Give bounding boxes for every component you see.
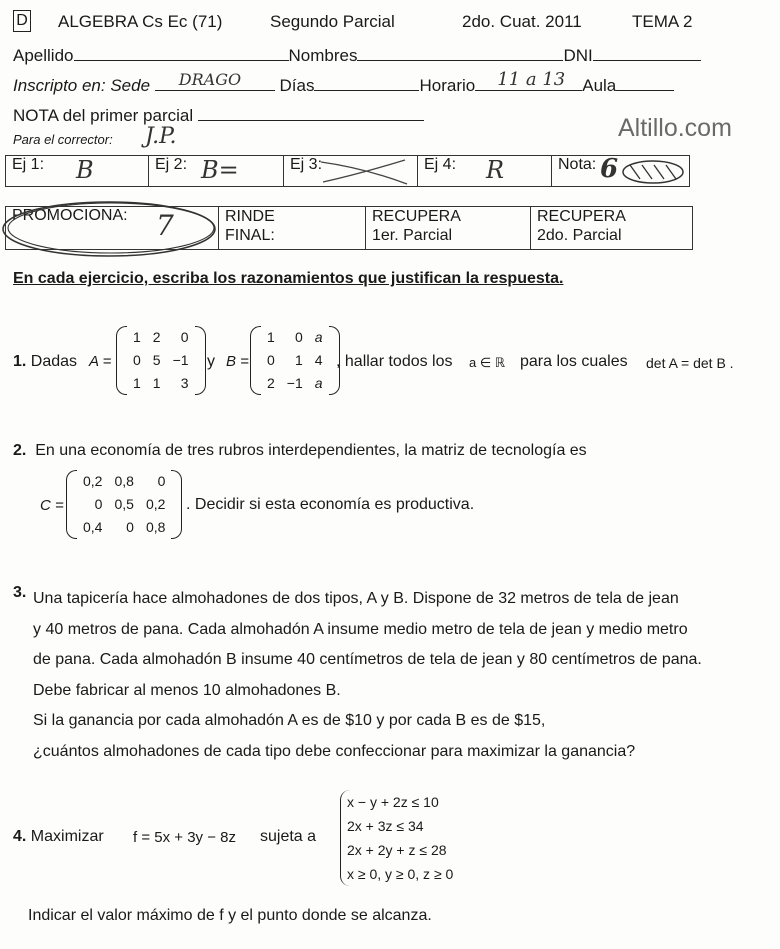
matrix-b-entry: 4 <box>314 352 323 368</box>
ex1-A-label: A = <box>89 353 112 370</box>
matrix-c-row <box>77 493 171 516</box>
ej4-grade: R <box>486 156 505 184</box>
nombres-field[interactable] <box>357 44 563 61</box>
dias-label: Días <box>279 76 315 95</box>
matrix-b-entry: 0 <box>294 329 303 345</box>
ex2-text-a: En una economía de tres rubros interdependientes, la matriz de tecnología es <box>35 442 587 459</box>
promociona-circle <box>0 197 220 261</box>
sede-field[interactable] <box>155 70 275 91</box>
ej3-cell <box>284 156 418 187</box>
matrix-a-row <box>127 349 195 372</box>
ex1-text-a: Dadas <box>30 353 78 370</box>
ex1-text-c: para los cuales <box>520 353 628 370</box>
matrix-A <box>116 326 206 395</box>
ex4-text-b: sujeta a <box>260 828 317 845</box>
ej1-cell <box>6 156 149 187</box>
ex1-set: a ∈ ℝ <box>469 355 506 370</box>
matrix-a-entry: 3 <box>180 375 189 391</box>
rinde-final-cell <box>219 207 366 250</box>
ex3-line: Si la ganancia por cada almohadón A es de $10 y por cada B es de $15, <box>33 712 546 729</box>
ex1-y: y <box>207 353 215 370</box>
exam-term: 2do. Cuat. 2011 <box>462 12 582 31</box>
ex4-closing: Indicar el valor máximo de f y el punto donde se alcanza. <box>28 907 432 924</box>
matrix-b-entry: 2 <box>267 375 275 391</box>
recupera1-label: RECUPERA <box>372 208 461 225</box>
ex1-B-label: B = <box>226 353 249 370</box>
matrix-a-entry: −1 <box>172 352 189 368</box>
matrix-c-entry: 0,8 <box>145 519 166 535</box>
nombres-label: Nombres <box>288 46 358 65</box>
constraint: 2x + 2y + z ≤ 28 <box>347 842 447 858</box>
ex3-line: de pana. Cada almohadón B insume 40 centímetros de tela de jean y 80 centímetros de pana. <box>33 651 702 668</box>
matrix-c-entry: 0 <box>94 496 103 512</box>
matrix-b-row <box>261 326 329 349</box>
ej4-cell <box>418 156 552 187</box>
ex2-C-label: C = <box>40 497 64 514</box>
exam-name: Segundo Parcial <box>270 12 395 31</box>
matrix-c-row <box>77 516 171 539</box>
ex3-line: ¿cuántos almohadones de cada tipo debe confeccionar para maximizar la ganancia? <box>33 742 636 760</box>
constraint: x ≥ 0, y ≥ 0, z ≥ 0 <box>347 866 454 882</box>
ex2-text-b: . Decidir si esta economía es productiva. <box>186 496 475 513</box>
matrix-c-entry: 0 <box>157 473 166 489</box>
matrix-a-entry: 1 <box>133 375 141 391</box>
sede-value: DRAGO <box>178 70 242 89</box>
matrix-a-entry: 1 <box>133 329 141 345</box>
horario-value: 11 a 13 <box>497 69 566 90</box>
matrix-c-entry: 0,4 <box>83 519 103 535</box>
promociona-label: PROMOCIONA: <box>12 207 128 224</box>
ex4-number: 4. <box>13 828 27 845</box>
ej3-label: Ej 3: <box>290 156 323 173</box>
ex1-text-b: , hallar todos los <box>336 353 453 370</box>
ex4-constraint-system <box>340 790 453 886</box>
recupera2-label: RECUPERA <box>537 208 626 225</box>
nota-cell <box>552 156 690 187</box>
matrix-C <box>66 470 182 539</box>
inscripto-label: Inscripto en: <box>13 76 106 95</box>
nota-primer-field[interactable] <box>198 104 424 121</box>
ex1-condition: det A = det B . <box>646 355 734 371</box>
ej1-label: Ej 1: <box>12 156 45 173</box>
status-table <box>5 206 693 250</box>
dni-label: DNI <box>563 46 593 65</box>
matrix-c-entry: 0,2 <box>145 496 166 512</box>
matrix-b-entry: a <box>314 329 323 345</box>
ej3-cross-mark <box>319 158 409 186</box>
matrix-a-entry: 5 <box>152 352 161 368</box>
corrector-signature: J.P. <box>145 124 177 149</box>
matrix-a-entry: 1 <box>152 375 161 391</box>
corrector-label: Para el corrector: <box>13 132 113 147</box>
ex3-line: Debe fabricar al menos 10 almohadones B. <box>33 681 341 699</box>
matrix-a-row <box>127 326 195 349</box>
recupera2-sub: 2do. Parcial <box>537 227 622 244</box>
horario-label: Horario <box>419 76 476 95</box>
course-name: ALGEBRA Cs Ec (71) <box>58 12 223 31</box>
matrix-a-entry: 0 <box>180 329 189 345</box>
ex4-objective: f = 5x + 3y − 8z <box>133 829 236 846</box>
matrix-a-entry: 0 <box>133 352 141 368</box>
ex1-intro <box>13 353 77 371</box>
matrix-B <box>250 326 340 395</box>
matrix-c-row <box>77 470 171 493</box>
matrix-b-entry: a <box>314 375 323 391</box>
apellido-row <box>13 44 701 66</box>
inscripto-row <box>13 69 674 96</box>
ej2-cell <box>149 156 284 187</box>
apellido-label: Apellido <box>13 46 74 65</box>
grades-table <box>5 155 690 187</box>
promociona-grade: 7 <box>156 209 174 242</box>
dias-field[interactable] <box>314 74 419 91</box>
final-label: FINAL: <box>225 227 275 244</box>
promociona-cell <box>6 207 219 250</box>
aula-field[interactable] <box>616 74 674 91</box>
nota-grade: 6 <box>600 154 619 184</box>
nota-primer-row <box>13 104 424 126</box>
nota-label: Nota: <box>558 156 597 173</box>
matrix-c-entry: 0,2 <box>83 473 103 489</box>
constraint: 2x + 3z ≤ 34 <box>347 818 424 834</box>
ex2-intro <box>13 442 587 460</box>
horario-field[interactable] <box>475 69 582 91</box>
nota-scribble <box>620 159 686 185</box>
matrix-c-entry: 0,8 <box>114 473 134 489</box>
ex3-line: Una tapicería hace almohadones de dos tipos, A y B. Dispone de 32 metros de tela de jean <box>33 590 679 607</box>
instruction: En cada ejercicio, escriba los razonamientos que justifican la respuesta. <box>13 270 564 287</box>
ej2-label: Ej 2: <box>155 156 188 173</box>
matrix-b-entry: 1 <box>294 352 303 368</box>
dni-field[interactable] <box>593 44 701 61</box>
ex1-number: 1. <box>13 353 27 370</box>
recupera2-cell <box>531 207 693 250</box>
ej4-label: Ej 4: <box>424 156 457 173</box>
version-letter-box: D <box>13 10 31 32</box>
ex3-number-text: 3. <box>13 584 27 601</box>
nota-primer-label: NOTA del primer parcial <box>13 106 194 125</box>
aula-label: Aula <box>582 76 617 95</box>
matrix-b-entry: −1 <box>286 375 303 391</box>
ex3-body <box>33 584 702 767</box>
ex4-intro <box>13 828 104 846</box>
matrix-a-entry: 2 <box>152 329 161 345</box>
ej1-grade: B <box>76 156 94 184</box>
tema-label: TEMA 2 <box>632 12 693 31</box>
matrix-c-entry: 0 <box>126 519 134 535</box>
matrix-b-row <box>261 372 329 395</box>
matrix-a-row <box>127 372 195 395</box>
sede-label: Sede <box>110 76 151 95</box>
ex4-text-a: Maximizar <box>30 828 104 845</box>
ex3-line: y 40 metros de pana. Cada almohadón A insume medio metro de tela de jean y medio metro <box>33 620 688 638</box>
ej2-grade: B= <box>201 156 239 184</box>
matrix-b-row <box>261 349 329 372</box>
matrix-b-entry: 1 <box>267 329 275 345</box>
recupera1-sub: 1er. Parcial <box>372 227 453 244</box>
recupera1-cell <box>366 207 531 250</box>
rinde-label: RINDE <box>225 208 275 225</box>
ex3-number <box>13 584 26 602</box>
ex2-number: 2. <box>13 442 27 459</box>
matrix-b-entry: 0 <box>267 352 275 368</box>
watermark: Altillo.com <box>618 114 732 142</box>
apellido-field[interactable] <box>74 44 289 61</box>
matrix-c-entry: 0,5 <box>114 496 134 512</box>
constraint: x − y + 2z ≤ 10 <box>347 794 439 810</box>
